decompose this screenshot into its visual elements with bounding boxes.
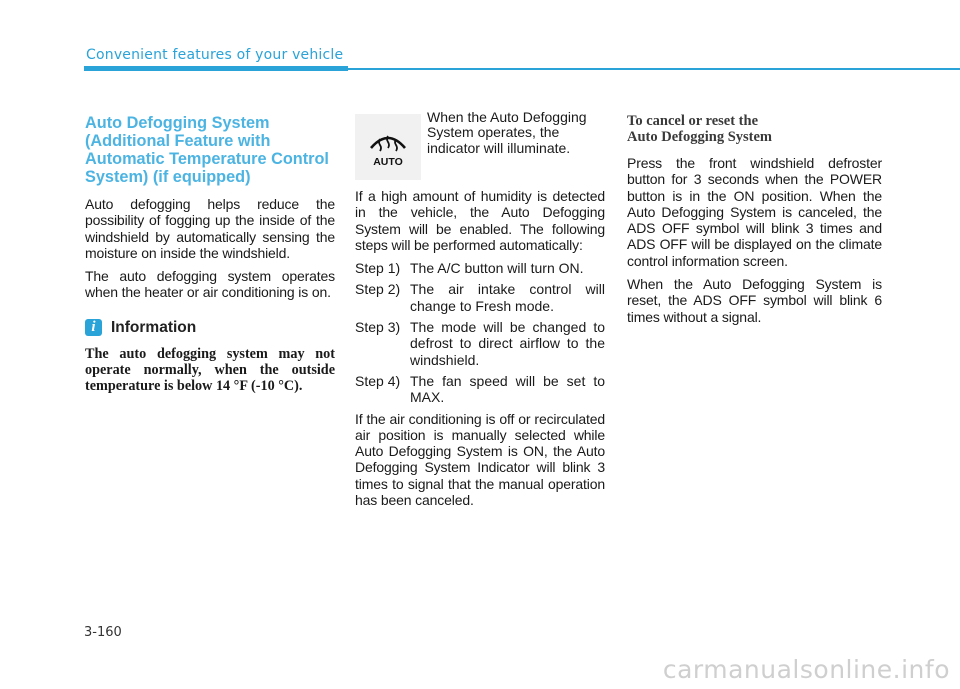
step-item [355,281,605,314]
step-item [355,319,605,368]
indicator-intro [355,110,605,182]
sub-title-line: To cancel or reset the [627,113,759,129]
page-number: 3-160 [84,625,122,640]
paragraph: Auto defogging helps reduce the possibility of fogging up the inside of the windshield by automatically sensing the moisture on inside the windshield. [85,196,335,261]
information-label: Information [111,318,197,336]
header-rule-thick [84,66,348,71]
step-text: The mode will be changed to defrost to direct airflow to the windshield. [410,319,605,368]
step-item [355,260,605,276]
watermark: carmanualsonline.info [662,655,950,684]
auto-defog-indicator-icon [355,114,421,180]
section-title: Auto Defogging System (Additional Feature with Automatic Temperature Control System) (if equipped) [85,114,329,186]
step-text: The fan speed will be set to MAX. [410,372,605,406]
step-number: Step 3) [355,319,401,336]
step-number: Step 4) [355,372,401,389]
paragraph: When the Auto Defogging System operates, the indicator will illuminate. [427,109,587,156]
information-text: The auto defogging system may not operate normally, when the outside temperature is below 14 °F (-10 °C). [85,345,335,394]
column-right [627,110,882,332]
section-header-title: Convenient features of your vehicle [86,47,344,63]
step-number: Step 1) [355,260,401,277]
step-number: Step 2) [355,281,401,298]
indicator-label: AUTO [373,156,403,168]
step-text: The A/C button will turn ON. [410,260,584,277]
header-rule-thin [348,68,960,70]
sub-title-line: Auto Defogging System [627,129,772,145]
step-text: The air intake control will change to Fresh mode. [410,281,605,314]
info-icon: i [85,319,102,336]
sub-section-title [627,113,882,145]
paragraph: If a high amount of humidity is detected in the vehicle, the Auto Defogging System will be enabled. The following steps will be performed automatically: [355,188,605,253]
paragraph: The auto defogging system operates when the heater or air conditioning is on. [85,268,335,301]
paragraph: If the air conditioning is off or recirculated air position is manually selected while Auto Defogging System is ON, the Auto Defogging System Indicator will blink 3 times to signal that the manual operation has been canceled. [355,410,605,509]
step-item [355,373,605,406]
column-middle [355,110,605,515]
indicator-description [427,110,605,156]
paragraph: Press the front windshield defroster button for 3 seconds when the POWER button is in the ON position. When the Auto Defogging System is canceled, the ADS OFF symbol will blink 3 times and ADS OFF will be displayed on the climate control information screen. [627,155,882,269]
information-heading [85,319,335,337]
column-left [85,110,335,394]
paragraph: When the Auto Defogging System is reset, the ADS OFF symbol will blink 6 times without a signal. [627,276,882,325]
